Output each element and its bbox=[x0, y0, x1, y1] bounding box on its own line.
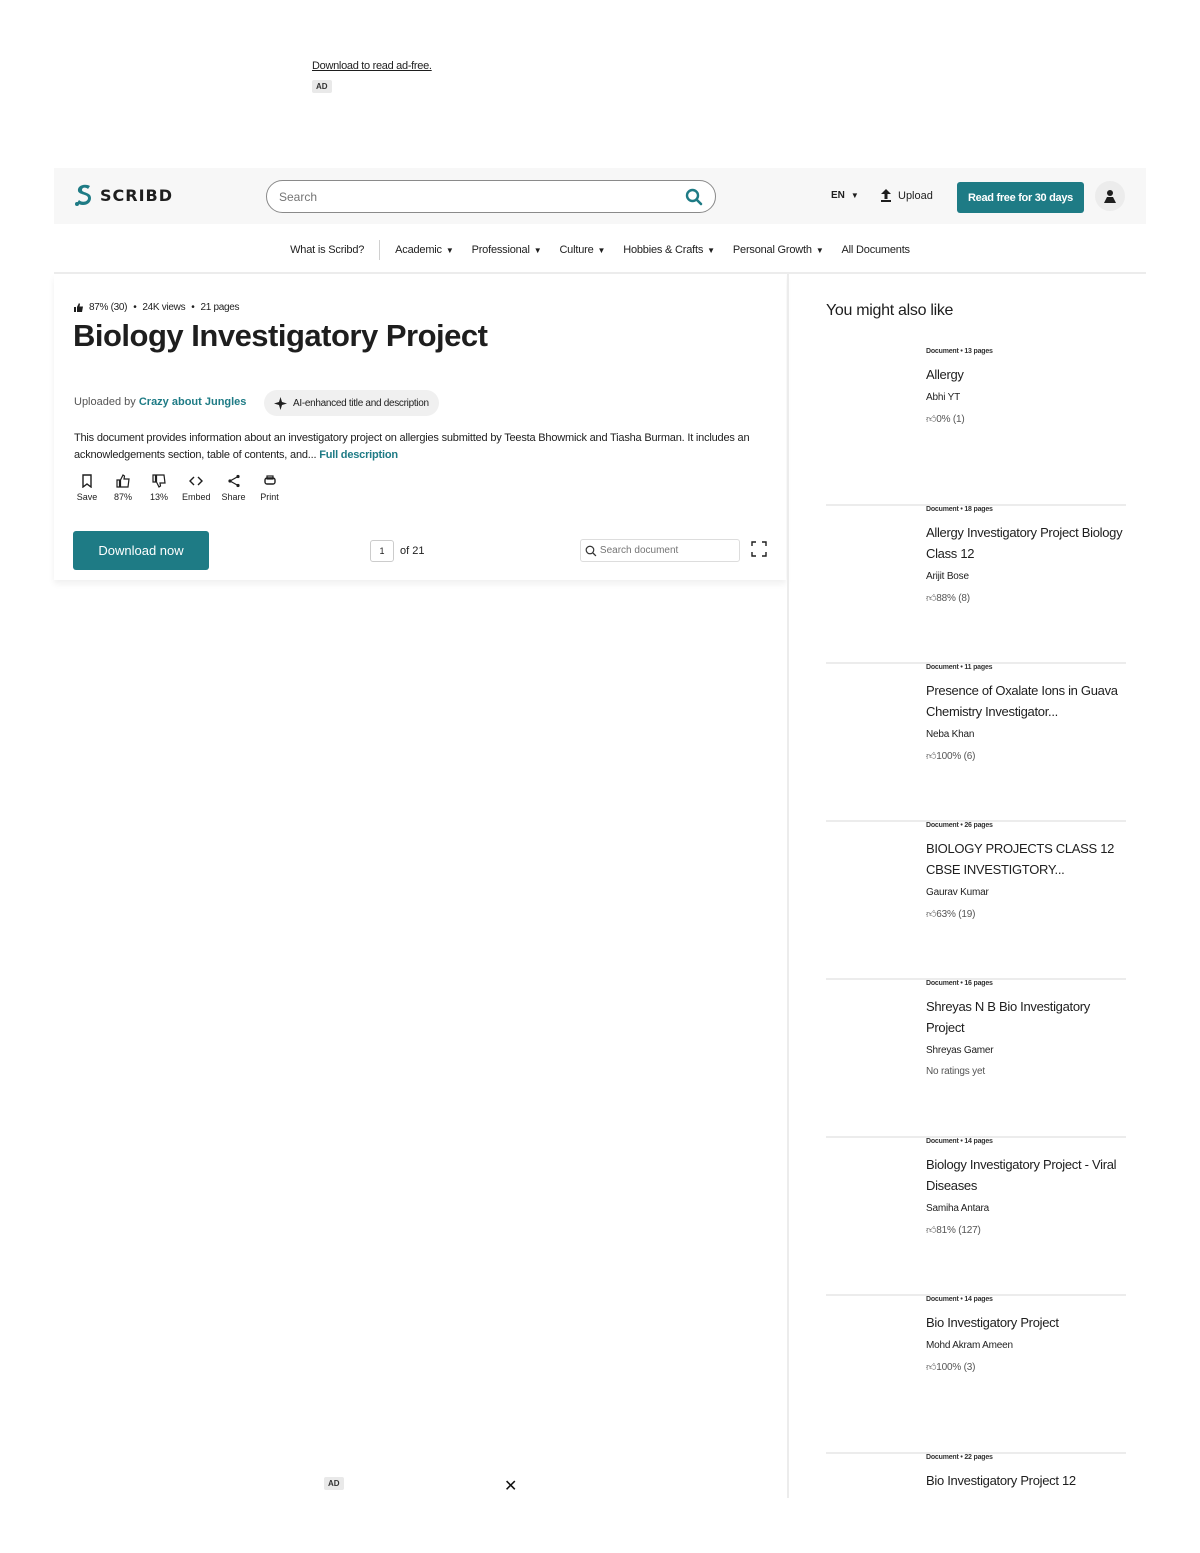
card-meta: Document • 18 pages bbox=[926, 506, 993, 513]
chevron-down-icon: ▼ bbox=[850, 191, 859, 200]
card-rating: 👍︎100% (6) bbox=[926, 751, 976, 762]
save-button[interactable] bbox=[74, 474, 100, 502]
card-title[interactable]: Shreyas N B Bio Investigatory Project bbox=[926, 999, 1090, 1035]
card-title[interactable]: Allergy bbox=[926, 367, 964, 382]
sparkle-icon bbox=[274, 397, 287, 410]
card-title[interactable]: Biology Investigatory Project - Viral Diseases bbox=[926, 1157, 1117, 1193]
views-stat: 24K views bbox=[142, 302, 186, 313]
save-label: Save bbox=[76, 492, 98, 502]
document-header bbox=[54, 274, 786, 580]
fullscreen-icon[interactable] bbox=[751, 541, 767, 557]
ad-badge: AD bbox=[312, 80, 332, 93]
card-rating: 👍︎81% (127) bbox=[926, 1225, 981, 1236]
downvote-label: 13% bbox=[149, 492, 168, 502]
card-title[interactable]: Bio Investigatory Project 12 bbox=[926, 1473, 1076, 1488]
share-icon bbox=[227, 474, 241, 488]
chevron-down-icon: ▼ bbox=[445, 245, 454, 255]
scribd-logo[interactable] bbox=[74, 183, 173, 207]
ad-badge: AD bbox=[324, 1477, 344, 1490]
search-document-input[interactable] bbox=[600, 545, 739, 556]
card-meta: Document • 14 pages bbox=[926, 1138, 993, 1145]
chevron-down-icon: ▼ bbox=[815, 245, 824, 255]
uploader-line bbox=[74, 396, 246, 408]
card-rating: 👍︎0% (1) bbox=[926, 414, 965, 425]
search-icon bbox=[585, 545, 597, 557]
upload-button[interactable] bbox=[880, 189, 933, 202]
nav-hobbies-crafts[interactable]: Hobbies & Crafts ▼ bbox=[623, 244, 715, 256]
thumbs-up-icon bbox=[74, 303, 83, 312]
card-title[interactable]: BIOLOGY PROJECTS CLASS 12 CBSE INVESTIGTORY... bbox=[926, 841, 1115, 877]
nav-what-is-scribd[interactable]: What is Scribd? bbox=[290, 244, 365, 256]
document-title: Biology Investigatory Project bbox=[73, 318, 488, 353]
upvote-label: 87% bbox=[113, 492, 132, 502]
bullet: • bbox=[133, 302, 137, 313]
user-icon bbox=[1103, 189, 1117, 203]
nav-academic[interactable]: Academic ▼ bbox=[395, 244, 454, 256]
uploaded-by-label: Uploaded by bbox=[74, 396, 136, 408]
rating-stat: 87% (30) bbox=[89, 302, 128, 313]
account-button[interactable] bbox=[1095, 181, 1125, 211]
upload-label: Upload bbox=[898, 189, 933, 202]
related-document-card[interactable] bbox=[826, 1296, 1126, 1454]
ai-enhanced-badge[interactable] bbox=[264, 390, 439, 416]
related-document-card[interactable] bbox=[826, 980, 1126, 1138]
sidebar-title: You might also like bbox=[826, 302, 954, 319]
card-meta: Document • 11 pages bbox=[926, 664, 993, 671]
language-label: EN bbox=[831, 190, 845, 201]
document-stats bbox=[74, 302, 239, 313]
language-selector[interactable] bbox=[831, 190, 859, 201]
nav-divider bbox=[379, 240, 380, 260]
download-ad-free-link[interactable]: Download to read ad-free. bbox=[312, 60, 432, 72]
card-author[interactable]: Samiha Antara bbox=[926, 1203, 989, 1214]
related-document-card[interactable] bbox=[826, 822, 1126, 980]
card-author[interactable]: Arijit Bose bbox=[926, 571, 969, 582]
search-input[interactable] bbox=[279, 190, 685, 204]
related-document-card[interactable] bbox=[826, 1454, 1126, 1498]
bullet: • bbox=[191, 302, 195, 313]
card-meta: Document • 16 pages bbox=[926, 980, 993, 987]
document-description bbox=[74, 430, 754, 464]
card-rating: 👍︎63% (19) bbox=[926, 909, 976, 920]
top-ad bbox=[312, 60, 432, 94]
search-bar[interactable] bbox=[266, 180, 716, 213]
nav-culture[interactable]: Culture ▼ bbox=[559, 244, 606, 256]
card-rating: 👍︎100% (3) bbox=[926, 1362, 976, 1373]
upvote-button[interactable] bbox=[110, 474, 136, 502]
thumbs-up-icon bbox=[116, 474, 130, 488]
page-total: of 21 bbox=[400, 545, 425, 557]
nav-all-documents[interactable]: All Documents bbox=[841, 244, 910, 256]
downvote-button[interactable] bbox=[146, 474, 172, 502]
uploader-link[interactable]: Crazy about Jungles bbox=[138, 396, 247, 408]
document-actions bbox=[74, 474, 283, 502]
share-label: Share bbox=[221, 492, 246, 502]
download-now-button[interactable]: Download now bbox=[73, 531, 209, 570]
sidebar-divider bbox=[787, 274, 789, 1498]
nav-personal-growth[interactable]: Personal Growth ▼ bbox=[732, 244, 824, 256]
card-title[interactable]: Allergy Investigatory Project Biology Class 12 bbox=[926, 525, 1123, 561]
card-rating: No ratings yet bbox=[926, 1066, 985, 1077]
card-author[interactable]: Shreyas Gamer bbox=[926, 1045, 994, 1056]
search-icon[interactable] bbox=[685, 188, 703, 206]
share-button[interactable] bbox=[221, 474, 247, 502]
code-icon bbox=[189, 474, 203, 488]
upload-icon bbox=[880, 189, 892, 202]
card-meta: Document • 13 pages bbox=[926, 348, 993, 355]
embed-label: Embed bbox=[182, 492, 211, 502]
related-document-card[interactable] bbox=[826, 1138, 1126, 1296]
print-button[interactable] bbox=[257, 474, 283, 502]
read-free-button[interactable]: Read free for 30 days bbox=[957, 182, 1084, 213]
header bbox=[54, 168, 1146, 224]
print-label: Print bbox=[260, 492, 279, 502]
chevron-down-icon: ▼ bbox=[597, 245, 606, 255]
card-author[interactable]: Mohd Akram Ameen bbox=[926, 1340, 1013, 1351]
card-title[interactable]: Bio Investigatory Project bbox=[926, 1315, 1059, 1330]
nav-professional[interactable]: Professional ▼ bbox=[471, 244, 542, 256]
ai-badge-label: AI-enhanced title and description bbox=[293, 397, 429, 409]
pages-stat: 21 pages bbox=[200, 302, 240, 313]
related-document-card[interactable] bbox=[826, 348, 1126, 506]
thumbs-down-icon bbox=[152, 474, 166, 488]
card-author[interactable]: Gaurav Kumar bbox=[926, 887, 989, 898]
card-rating: 👍︎88% (8) bbox=[926, 593, 970, 604]
description-text: This document provides information about an investigatory project on allergies submitted by Teesta Bhowmick and Tiasha Burman. It includes an acknowledgements section, table of contents, and... bbox=[74, 432, 750, 461]
chevron-down-icon: ▼ bbox=[707, 245, 715, 255]
chevron-down-icon: ▼ bbox=[533, 245, 542, 255]
card-meta: Document • 26 pages bbox=[926, 822, 993, 829]
card-meta: Document • 14 pages bbox=[926, 1296, 993, 1303]
category-nav bbox=[54, 236, 1146, 264]
card-title[interactable]: Presence of Oxalate Ions in Guava Chemistry Investigator... bbox=[926, 683, 1118, 719]
related-document-card[interactable] bbox=[826, 664, 1126, 822]
card-author[interactable]: Abhi YT bbox=[926, 392, 960, 403]
full-description-link[interactable]: Full description bbox=[319, 449, 398, 461]
print-icon bbox=[263, 474, 277, 488]
embed-button[interactable] bbox=[182, 474, 211, 502]
scribd-logo-icon bbox=[74, 183, 94, 207]
logo-text: SCRIBD bbox=[100, 185, 174, 205]
bookmark-icon bbox=[80, 474, 94, 488]
search-document-field[interactable] bbox=[580, 539, 740, 562]
close-ad-icon[interactable]: ✕ bbox=[504, 1478, 518, 1495]
related-document-card[interactable] bbox=[826, 506, 1126, 664]
page-number-input[interactable]: 1 bbox=[370, 540, 394, 562]
card-meta: Document • 22 pages bbox=[926, 1454, 993, 1461]
card-author[interactable]: Neba Khan bbox=[926, 729, 975, 740]
